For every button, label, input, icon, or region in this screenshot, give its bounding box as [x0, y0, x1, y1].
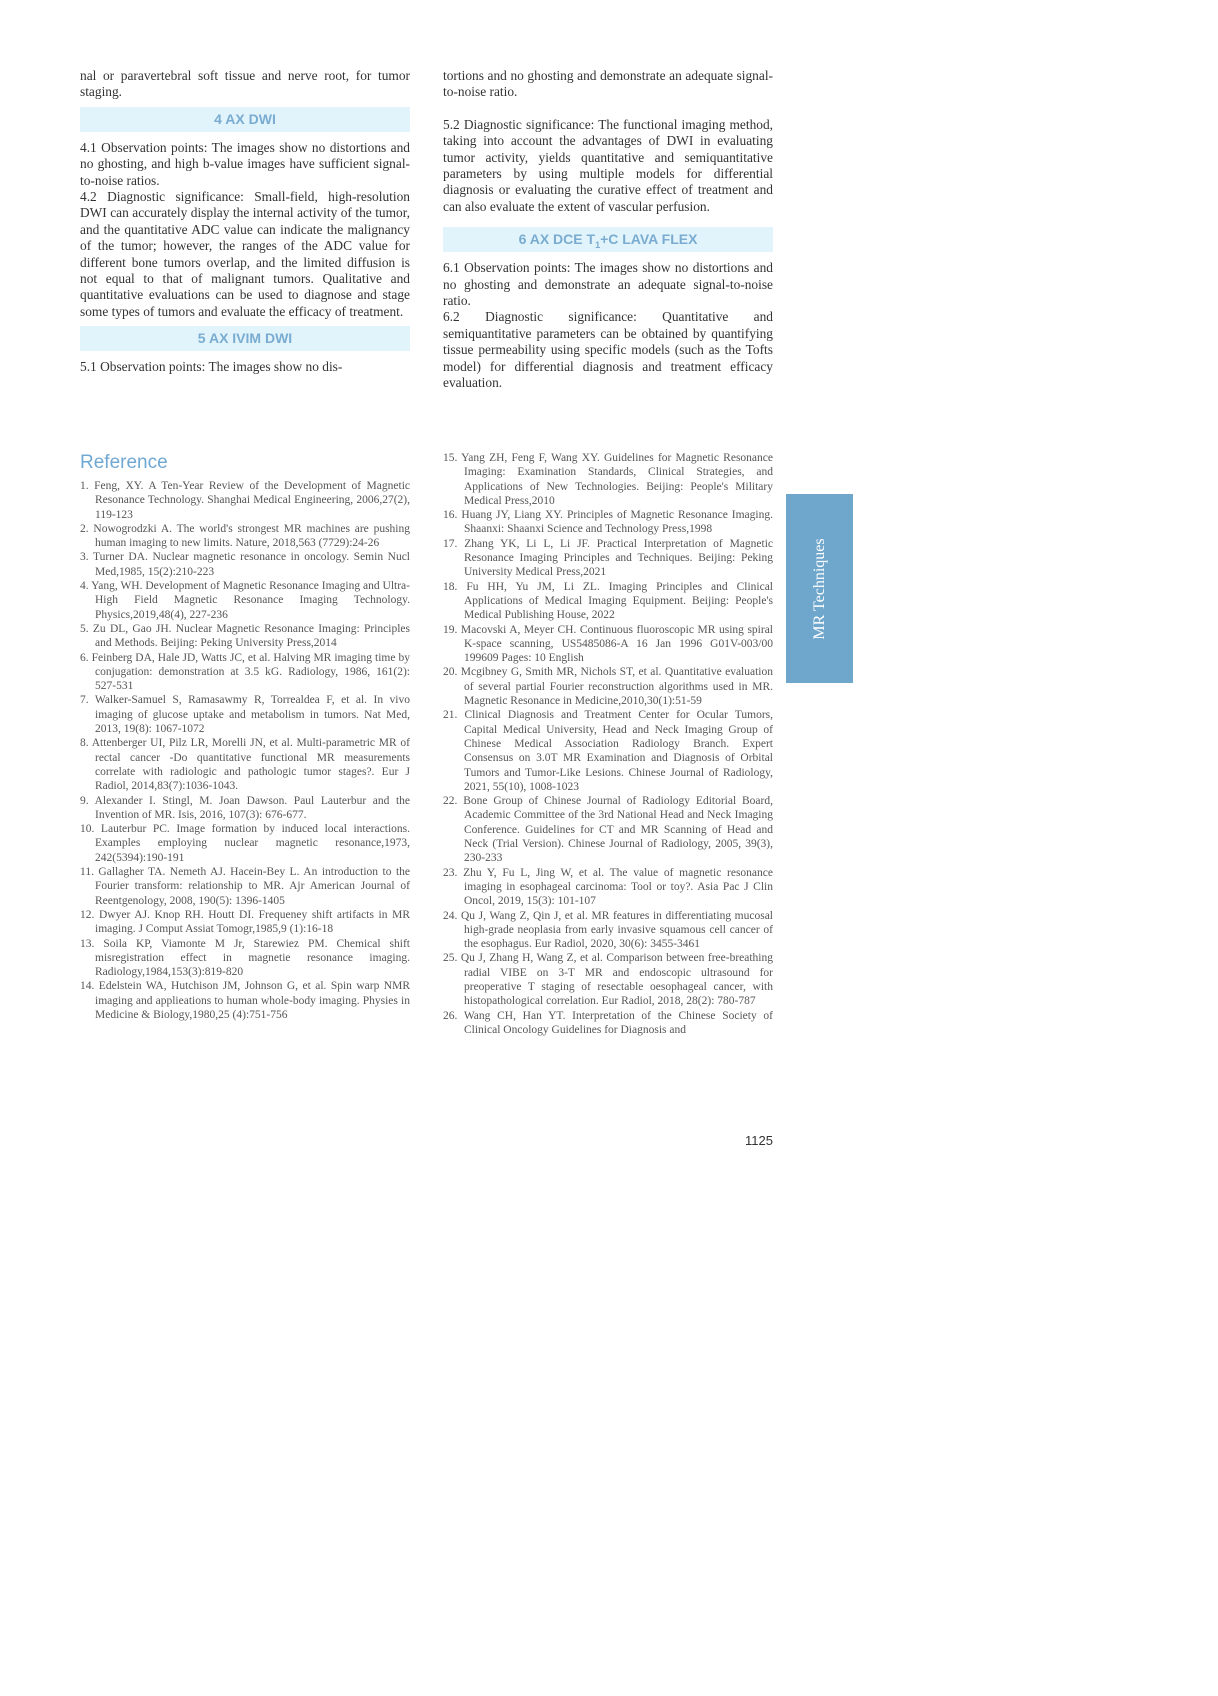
- section-6-heading: [443, 227, 773, 252]
- references-right-column: [443, 451, 773, 1037]
- reference-item: 18. Fu HH, Yu JM, Li ZL. Imaging Principles and Clinical Applications of Medical Imaging Equipment. Beijing: People's Medical Publishing House, 2022: [443, 580, 773, 622]
- reference-item: 26. Wang CH, Han YT. Interpretation of the Chinese Society of Clinical Oncology Guidelines for Diagnosis and: [443, 1009, 773, 1036]
- page-number: 1125: [745, 1133, 773, 1148]
- reference-item: 4. Yang, WH. Development of Magnetic Resonance Imaging and Ultra-High Field Magnetic Resonance Imaging Technology. Physics,2019,48(4), 227-236: [80, 580, 410, 621]
- reference-item: 16. Huang JY, Liang XY. Principles of Magnetic Resonance Imaging. Shaanxi: Shaanxi Science and Technology Press,1998: [443, 509, 773, 536]
- reference-item: 19. Macovski A, Meyer CH. Continuous fluoroscopic MR using spiral K-space scanning, US5485086-A 16 Jan 1996 G01V-003/00 199609 Pages: 10 English: [443, 623, 773, 665]
- paragraph-6-2: 6.2 Diagnostic significance: Quantitative and semiquantitative parameters can be obtained by quantifying tissue permeability using specific models (such as the Tofts model) for differential diagnosis and treatment efficacy evaluation.: [443, 309, 773, 391]
- reference-item: 5. Zu DL, Gao JH. Nuclear Magnetic Resonance Imaging: Principles and Methods. Beijing: Peking University Press,2014: [80, 622, 410, 650]
- reference-item: 20. Mcgibney G, Smith MR, Nichols ST, et al. Quantitative evaluation of several partial Fourier reconstruction algorithms used in MR. Magnetic Resonance in Medicine,2010,30(1):51-59: [443, 666, 773, 708]
- section-5-heading: 5 AX IVIM DWI: [80, 326, 410, 351]
- references-list-right: [443, 451, 773, 1037]
- paragraph-4-1: 4.1 Observation points: The images show no distortions and no ghosting, and high b-value images have sufficient signal-to-noise ratios.: [80, 139, 410, 188]
- reference-item: 24. Qu J, Wang Z, Qin J, et al. MR features in differentiating mucosal high-grade neoplasia from early invasive squamous cell cancer of the esophagus. Eur Radiol, 2020, 30(6): 3455-3461: [443, 909, 773, 951]
- reference-item: 6. Feinberg DA, Hale JD, Watts JC, et al. Halving MR imaging time by conjugation: demonstration at 3.5 kG. Radiology, 1986, 161(2): 527-531: [80, 651, 410, 693]
- right-intro-paragraph: tortions and no ghosting and demonstrate an adequate signal-to-noise ratio.: [443, 68, 773, 100]
- paragraph-5-1: 5.1 Observation points: The images show no dis-: [80, 359, 343, 375]
- reference-item: 1. Feng, XY. A Ten-Year Review of the Development of Magnetic Resonance Technology. Shanghai Medical Engineering, 2006,27(2), 119-123: [80, 480, 410, 521]
- section-6-heading-suffix: +C LAVA FLEX: [600, 231, 698, 248]
- reference-item: 8. Attenberger UI, Pilz LR, Morelli JN, et al. Multi-parametric MR of rectal cancer -Do quantitative functional MR measurements correlate with radiologic and pathologic tumor stages?. Eur J Radiol, 2014,83(7):1036-1043.: [80, 737, 410, 793]
- reference-item: 14. Edelstein WA, Hutchison JM, Johnson G, et al. Spin warp NMR imaging and applieations to human whole-body imaging. Physies in Medicine & Biology,1980,25 (4):751-756: [80, 980, 410, 1021]
- reference-item: 7. Walker-Samuel S, Ramasawmy R, Torrealdea F, et al. In vivo imaging of glucose uptake and metabolism in tumors. Nat Med, 2013, 19(8): 1067-1072: [80, 694, 410, 736]
- section-6-heading-subscript: 1: [595, 240, 601, 251]
- section-side-tab: [786, 494, 853, 683]
- section-6-heading-text: 6 AX DCE T: [518, 231, 596, 248]
- reference-item: 12. Dwyer AJ. Knop RH. Houtt DI. Frequeney shift artifacts in MR imaging. J Comput Assiat Tomogr,1985,9 (1):16-18: [80, 908, 410, 936]
- reference-item: 15. Yang ZH, Feng F, Wang XY. Guidelines for Magnetic Resonance Imaging: Examination Standards, Clinical Strategies, and Applications of New Technologies. Beijing: People's Military Medical Press,2010: [443, 452, 773, 507]
- reference-item: 11. Gallagher TA. Nemeth AJ. Hacein-Bey L. An introduction to the Fourier transform: relationship to MR. Ajr American Journal of Reentgenology, 2008, 190(5): 1396-1405: [80, 866, 410, 907]
- reference-item: 13. Soila KP, Viamonte M Jr, Starewiez PM. Chemical shift misregistration effect in magnetie resonance imaging. Radiology,1984,153(3):819-820: [80, 937, 410, 979]
- reference-item: 10. Lauterbur PC. Image formation by induced local interactions. Examples employing nuclear magnetic resonance,1973, 242(5394):190-191: [80, 823, 410, 864]
- references-list-left: [80, 479, 410, 1022]
- reference-item: 17. Zhang YK, Li L, Li JF. Practical Interpretation of Magnetic Resonance Imaging Principles and Techniques. Beijing: Peking University Medical Press,2021: [443, 537, 773, 579]
- paragraph-4-2: 4.2 Diagnostic significance: Small-field, high-resolution DWI can accurately display the internal activity of the tumor, and the quantitative ADC value can indicate the malignancy of the tumor; however, the ranges of the ADC value for different bone tumors overlap, and the limited diffusion is not equal to that of malignant tumors. Qualitative and quantitative evaluations can be used to diagnose and stage some types of tumors and evaluate the efficacy of treatment.: [80, 189, 410, 319]
- reference-item: 22. Bone Group of Chinese Journal of Radiology Editorial Board, Academic Committee of the 3rd National Head and Neck Imaging Conference. Guidelines for CT and MR Scanning of Head and Neck (Trial Version). Chinese Journal of Radiology, 2005, 39(3), 230-233: [443, 795, 773, 865]
- reference-item: 3. Turner DA. Nuclear magnetic resonance in oncology. Semin Nucl Med,1985, 15(2):210-223: [80, 551, 410, 578]
- references-title: Reference: [80, 452, 168, 473]
- paragraph-6-1: 6.1 Observation points: The images show no distortions and no ghosting and demonstrate an adequate signal-to-noise ratio.: [443, 260, 773, 309]
- side-tab-label: MR Techniques: [810, 537, 828, 640]
- references-left-column: [80, 452, 410, 1022]
- left-intro-paragraph: nal or paravertebral soft tissue and nerve root, for tumor staging.: [80, 68, 410, 100]
- reference-item: 25. Qu J, Zhang H, Wang Z, et al. Comparison between free-breathing radial VIBE on 3-T MR and endoscopic ultrasound for preoperative T staging of resectable oesophageal cancer, with histopathological correlation. Eur Radiol, 2018, 28(2): 780-787: [443, 952, 773, 1008]
- right-text-column: [443, 68, 773, 392]
- section-4-heading: 4 AX DWI: [80, 107, 410, 132]
- reference-item: 23. Zhu Y, Fu L, Jing W, et al. The value of magnetic resonance imaging in esophageal carcinoma: Tool or toy?. Asia Pac J Clin Oncol, 2019, 15(3): 101-107: [443, 866, 773, 908]
- reference-item: 21. Clinical Diagnosis and Treatment Center for Ocular Tumors, Capital Medical University, Head and Neck Imaging Group of Chinese Medical Association Radiology Branch. Expert Consensus on 3.0T MR Examination and Diagnosis of Orbital Tumors and Tumor-Like Lesions. Chinese Journal of Radiology, 2021, 55(10), 1008-1023: [443, 709, 773, 793]
- reference-item: 9. Alexander I. Stingl, M. Joan Dawson. Paul Lauterbur and the Invention of MR. Isis, 2016, 107(3): 676-677.: [80, 794, 410, 821]
- left-text-column: [80, 68, 410, 376]
- paragraph-5-2: 5.2 Diagnostic significance: The functional imaging method, taking into account the advantages of DWI in evaluating tumor activity, yields quantitative and semiquantitative parameters by using multiple models for differential diagnosis or evaluating the curative effect of treatment and can also evaluate the extent of vascular perfusion.: [443, 116, 773, 214]
- reference-item: 2. Nowogrodzki A. The world's strongest MR machines are pushing human imaging to new limits. Nature, 2018,563 (7729):24-26: [80, 522, 410, 550]
